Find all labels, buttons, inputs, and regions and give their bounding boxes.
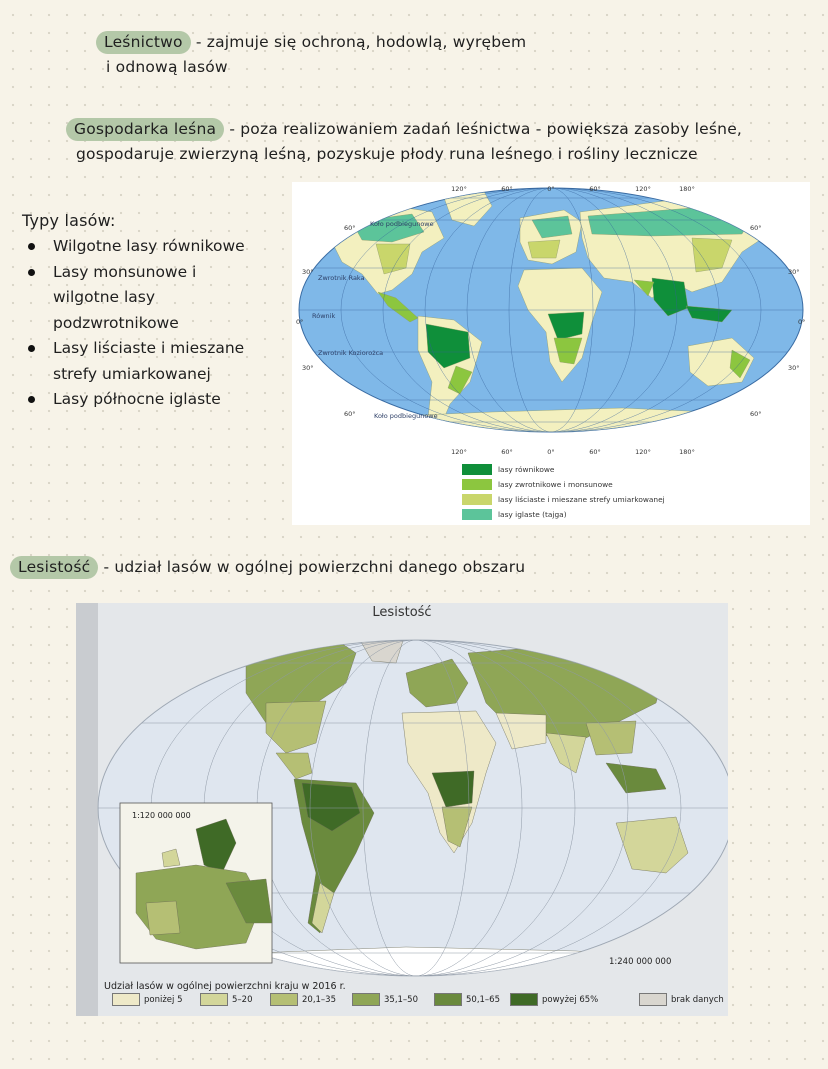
lesnictwo-definition: - zajmuje się ochroną, hodowlą, wyrębem	[195, 33, 527, 51]
legend-item	[352, 993, 418, 1007]
latitude-label-right: 60°	[750, 410, 762, 418]
legend-label: 20,1–35	[302, 995, 336, 1005]
lesnictwo-definition-cont: i odnową lasów	[106, 58, 228, 76]
western-europe	[146, 901, 180, 935]
line-label-arctic: Koło podbiegunowe	[370, 220, 434, 228]
gospodarka-definition-cont: gospodaruje zwierzyną leśną, pozyskuje płody runa leśnego i rośliny lecznicze	[76, 145, 698, 163]
world-map-forest-cover	[76, 603, 728, 1016]
legend-item	[510, 993, 598, 1007]
legend-swatch	[462, 464, 492, 475]
legend-label: lasy równikowe	[498, 465, 555, 474]
latitude-label-left: 0°	[296, 318, 304, 326]
forest-type-item	[22, 387, 245, 413]
legend-swatch	[200, 993, 228, 1006]
forest-type-text: strefy umiarkowanej	[53, 364, 211, 383]
latitude-label-right: 30°	[788, 268, 800, 276]
legend-swatch	[434, 993, 462, 1006]
line-label-cancer: Zwrotnik Raka	[318, 274, 365, 282]
legend-swatch	[510, 993, 538, 1006]
forest-type-text: Wilgotne lasy równikowe	[53, 237, 245, 255]
legend-label: 50,1–65	[466, 995, 500, 1005]
inset-scale: 1:120 000 000	[132, 811, 191, 820]
forest-cover-map	[76, 603, 728, 1016]
legend-item	[200, 993, 252, 1007]
page-shadow	[76, 603, 98, 1016]
legend-label: powyżej 65%	[542, 995, 599, 1005]
longitude-label-bottom: 120°	[635, 448, 651, 456]
latitude-label-right: 0°	[798, 318, 806, 326]
legend-label: lasy iglaste (tajga)	[498, 510, 567, 519]
line-label-capricorn: Zwrotnik Koziorożca	[318, 349, 384, 357]
legend-swatch	[462, 479, 492, 490]
gospodarka-definition: - poza realizowaniem zadań leśnictwa - powiększa zasoby leśne,	[229, 120, 743, 138]
legend-item	[639, 993, 724, 1007]
legend-swatch	[639, 993, 667, 1006]
legend-item	[270, 993, 336, 1007]
legend-swatch	[112, 993, 140, 1006]
legend-label: lasy liściaste i mieszane strefy umiarkowanej	[498, 495, 665, 504]
legend-swatch	[270, 993, 298, 1006]
gospodarka-term: Gospodarka leśna	[66, 118, 224, 141]
forest-cover-map-title: Lesistość	[372, 605, 432, 620]
map-scale: 1:240 000 000	[609, 957, 672, 967]
forest-type-text: podzwrotnikowe	[53, 313, 179, 332]
longitude-label-bottom: 0°	[547, 448, 555, 456]
lesnictwo-note	[96, 30, 526, 80]
longitude-label-top: 60°	[589, 185, 601, 193]
legend-label: 5–20	[232, 995, 253, 1005]
lesistosc-term: Lesistość	[10, 556, 98, 579]
forest-type-text: Lasy północne iglaste	[53, 390, 221, 408]
line-label-antarctic: Koło podbiegunowe	[374, 412, 438, 420]
longitude-label-bottom: 180°	[679, 448, 695, 456]
forest-type-text: Lasy monsunowe i	[53, 262, 197, 281]
longitude-label-bottom: 60°	[589, 448, 601, 456]
longitude-label-bottom: 60°	[501, 448, 513, 456]
lesnictwo-term: Leśnictwo	[96, 31, 191, 54]
legend-item	[462, 479, 665, 494]
legend-item	[112, 993, 183, 1007]
forest-cover-caption: Udział lasów w ogólnej powierzchni kraju w 2016 r.	[104, 981, 346, 992]
legend-swatch	[462, 509, 492, 520]
legend-label: 35,1–50	[384, 995, 418, 1005]
latitude-label-left: 30°	[302, 268, 314, 276]
legend-item	[462, 464, 665, 479]
lesistosc-note	[10, 555, 525, 580]
longitude-label-top: 180°	[679, 185, 695, 193]
forest-type-item	[22, 260, 245, 337]
legend-item	[434, 993, 500, 1007]
legend-swatch	[352, 993, 380, 1006]
forest-types-list	[22, 234, 245, 413]
legend-item	[462, 509, 665, 524]
legend-label: brak danych	[671, 995, 724, 1005]
latitude-label-left: 60°	[344, 224, 356, 232]
europe-mixed	[528, 240, 560, 258]
legend-label: lasy zwrotnikowe i monsunowe	[498, 480, 613, 489]
latitude-label-left: 60°	[344, 410, 356, 418]
longitude-label-top: 120°	[635, 185, 651, 193]
longitude-label-top: 60°	[501, 185, 513, 193]
latitude-label-right: 60°	[750, 224, 762, 232]
legend-label: poniżej 5	[144, 995, 183, 1005]
longitude-label-top: 0°	[547, 185, 555, 193]
forest-type-text: wilgotne lasy	[53, 288, 156, 306]
longitude-label-bottom: 120°	[451, 448, 467, 456]
forest-types-title: Typy lasów:	[22, 211, 116, 230]
legend-swatch	[462, 494, 492, 505]
lesistosc-definition: - udział lasów w ogólnej powierzchni danego obszaru	[103, 558, 526, 576]
gospodarka-note	[66, 117, 742, 167]
line-label-equator: Równik	[312, 312, 336, 320]
latitude-label-left: 30°	[302, 364, 314, 372]
latitude-label-right: 30°	[788, 364, 800, 372]
forest-type-text: Lasy liściaste i mieszane	[53, 339, 245, 357]
longitude-label-top: 120°	[451, 185, 467, 193]
forest-types-legend	[462, 464, 665, 524]
forest-types-map	[292, 182, 810, 525]
forest-type-item	[22, 336, 245, 387]
legend-item	[462, 494, 665, 509]
forest-type-item	[22, 234, 245, 260]
